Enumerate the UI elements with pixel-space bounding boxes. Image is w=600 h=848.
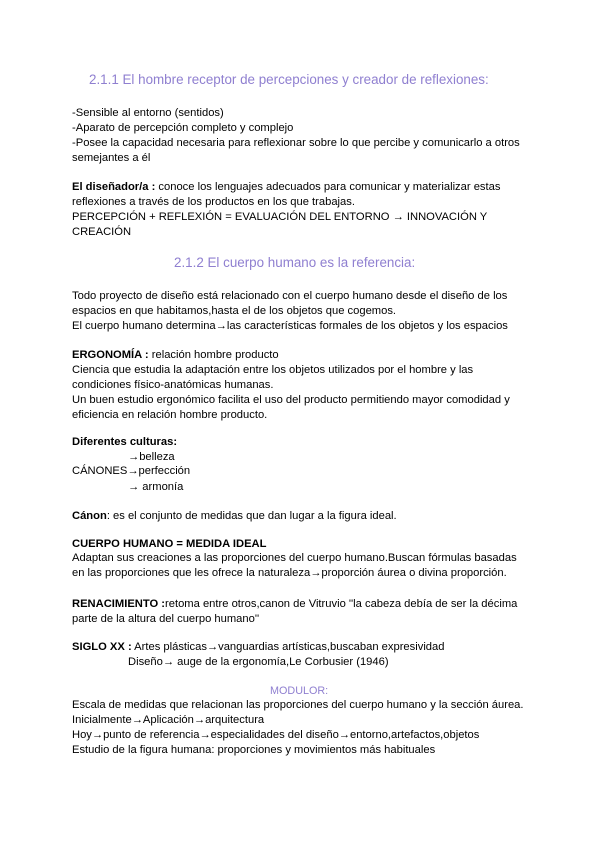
ergonomia-paragraph [72,348,279,363]
canon-armonia: → armonía [128,481,184,493]
text-line: parte de la altura del cuerpo humano'' [72,613,260,625]
canon-paragraph [72,509,397,524]
disenador-label: El diseñador/a : [72,181,156,193]
cuerpo-label [72,537,266,552]
text-line: Todo proyecto de diseño está relacionado con el cuerpo humano desde el diseño de los [72,290,508,302]
text-line: Hoy→punto de referencia→especialidades del diseño→entorno,artefactos,objetos [72,729,480,741]
formula-line: PERCEPCIÓN + REFLEXIÓN = EVALUACIÓN DEL ENTORNO → INNOVACIÓN Y [72,211,488,223]
text-line: Estudio de la figura humana: proporciones y movimientos más habituales [72,744,436,756]
cuerpo-label-text: CUERPO HUMANO = MEDIDA IDEAL [72,538,267,550]
text-line: condiciones físico-anatómicas humanas. [72,379,274,391]
text-line: Escala de medidas que relacionan las proporciones del cuerpo humano y la sección áurea. [72,699,524,711]
culturas-label [72,435,177,450]
text-line: Un buen estudio ergonómico facilita el uso del producto permitiendo mayor comodidad y [72,394,510,406]
renacimiento-paragraph [72,597,517,612]
text-line: Adaptan sus creaciones a las proporciones del cuerpo humano.Buscan fórmulas basadas [72,552,517,564]
heading-2-1-2: 2.1.2 El cuerpo humano es la referencia: [174,255,416,270]
siglo-text: Artes plásticas→vanguardias artísticas,buscaban expresividad [131,641,445,653]
text-line: Inicialmente→Aplicación→arquitectura [72,714,265,726]
ergonomia-label: ERGONOMÍA : [72,349,149,361]
text-line: eficiencia en relación hombre producto. [72,409,268,421]
text-line: Diseño→ auge de la ergonomía,Le Corbusier (1946) [128,656,389,668]
siglo-label: SIGLO XX : [72,641,132,653]
text-line: semejantes a él [72,152,151,164]
canones-line: CÁNONES→perfección [72,465,191,477]
siglo-paragraph [72,640,444,655]
canon-belleza: →belleza [128,451,175,463]
text-line: El cuerpo humano determina→las características formales de los objetos y los espacios [72,320,508,332]
ergonomia-text: relación hombre producto [148,349,279,361]
culturas-label-text: Diferentes culturas: [72,436,178,448]
text-line: en las proporciones que les ofrece la naturaleza→proporción áurea o divina proporción. [72,567,507,579]
text-line: -Posee la capacidad necesaria para reflexionar sobre lo que percibe y comunicarlo a otros [72,137,520,149]
formula-line: CREACIÓN [72,226,132,238]
modulor-heading: MODULOR: [270,685,329,697]
text-line: -Sensible al entorno (sentidos) [72,107,224,119]
renacimiento-text: retoma entre otros,canon de Vitruvio ''la cabeza debía de ser la décima [165,598,518,610]
heading-2-1-1: 2.1.1 El hombre receptor de percepciones y creador de reflexiones: [89,72,489,87]
canon-text: : es el conjunto de medidas que dan lugar a la figura ideal. [106,510,397,522]
text-line: reflexiones a través de los productos en los que trabajas. [72,196,355,208]
renacimiento-label: RENACIMIENTO : [72,598,166,610]
text-line: espacios en que habitamos,hasta el de los objetos que cogemos. [72,305,397,317]
disenador-text: conoce los lenguajes adecuados para comunicar y materializar estas [155,181,501,193]
text-line: -Aparato de percepción completo y complejo [72,122,294,134]
disenador-paragraph [72,180,500,195]
canon-label: Cánon [72,510,107,522]
text-line: Ciencia que estudia la adaptación entre los objetos utilizados por el hombre y las [72,364,474,376]
